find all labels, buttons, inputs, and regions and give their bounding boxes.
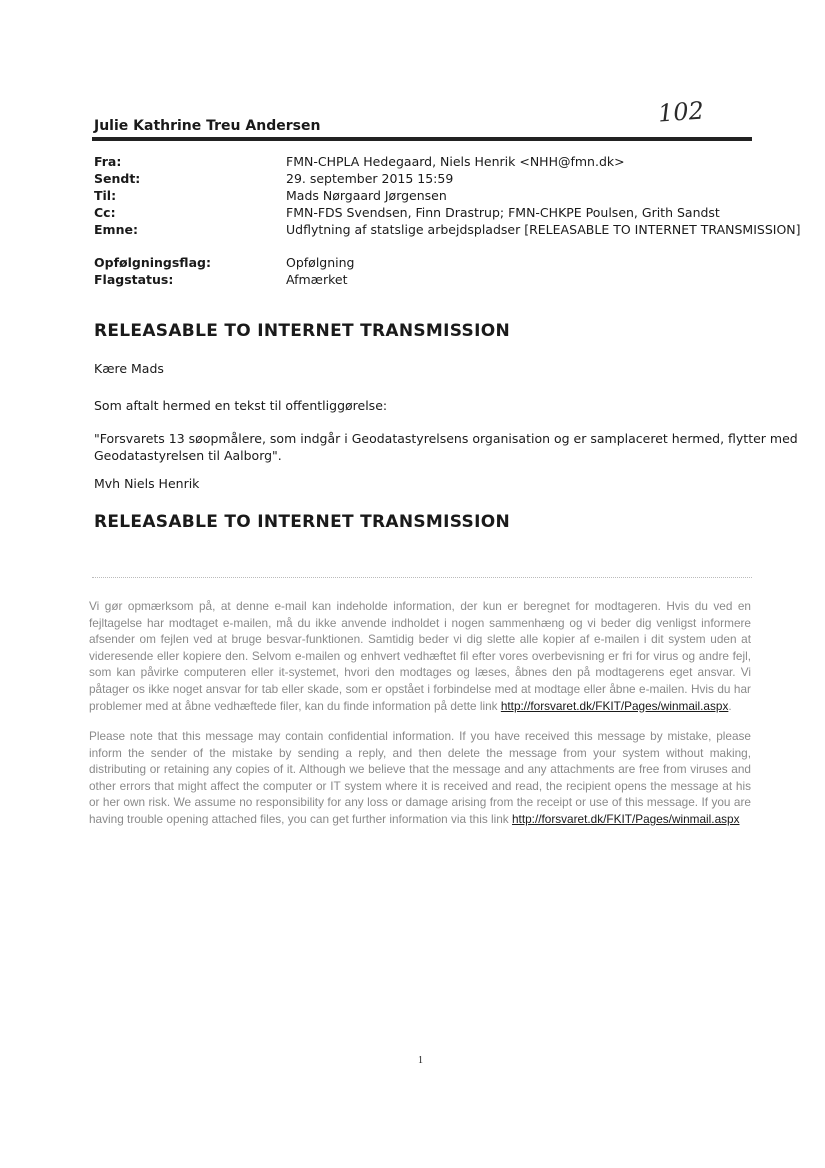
disclaimer-danish-end: . <box>728 698 732 713</box>
email-greeting: Kære Mads <box>94 361 164 376</box>
disclaimer-danish-text: Vi gør opmærksom på, at denne e-mail kan indeholde information, der kun er beregnet for modtageren. Hvis du ved en fejltagelse har modtaget e-mailen, må du ikke anvende indholdet i nogen sammenhæng og vi beder dig venligst informere afsender om fejlen ved at bruge besvar-funktionen. Samtidig beder vi dig slette alle kopier af e-mailen i dit system uden at videresende eller kopiere den. Selvom e-mailen og enhvert vedhæftet fil efter vores overbevisning er fri for virus og andre fejl, som kan påvirke computeren eller it-systemet, hvori den modtages og læses, åbnes den på modtagerens eget ansvar. Vi påtager os ikke noget ansvar for tab eller skade, som er opstået i forbindelse med at modtage eller åbne e-mailen. Hvis du har problemer med at åbne vedhæftede filer, kan du finde information på dette link <box>89 599 751 713</box>
disclaimer-english-text: Please note that this message may contain confidential information. If you have received this message by mistake, please inform the sender of the mistake by sending a reply, and then delete the message from your system without making, distributing or retaining any copies of it. Although we believe that the message and any attachments are free from viruses and other errors that might affect the computer or IT system where it is received and read, the recipient opens the message at his or her own risk. We assume no responsibility for any loss or damage arising from the receipt or use of this message. If you are having trouble opening attached files, you can get further information via this link <box>89 729 751 826</box>
header-label-subject: Emne: <box>94 222 138 237</box>
header-value-cc: FMN-FDS Svendsen, Finn Drastrup; FMN-CHKPE Poulsen, Grith Sandst <box>286 205 720 220</box>
release-banner-top: RELEASABLE TO INTERNET TRANSMISSION <box>94 321 510 341</box>
header-label-cc: Cc: <box>94 205 116 220</box>
header-label-from: Fra: <box>94 154 122 169</box>
disclaimer-danish-link[interactable]: http://forsvaret.dk/FKIT/Pages/winmail.aspx <box>500 698 729 713</box>
email-intro: Som aftalt hermed en tekst til offentliggørelse: <box>94 398 388 413</box>
mailbox-owner-name: Julie Kathrine Treu Andersen <box>94 118 321 134</box>
header-rule <box>92 137 752 141</box>
disclaimer-danish <box>89 598 751 714</box>
flag-label-followup: Opfølgningsflag: <box>94 255 211 270</box>
email-signoff: Mvh Niels Henrik <box>94 476 200 491</box>
disclaimer-separator <box>92 577 752 578</box>
flag-value-status: Afmærket <box>286 272 348 287</box>
flag-value-followup: Opfølgning <box>286 255 355 270</box>
header-label-to: Til: <box>94 188 117 203</box>
email-quote-line-2: Geodatastyrelsen til Aalborg". <box>94 448 282 463</box>
header-value-subject: Udflytning af statslige arbejdspladser [RELEASABLE TO INTERNET TRANSMISSION] <box>286 222 801 237</box>
disclaimer-english-link[interactable]: http://forsvaret.dk/FKIT/Pages/winmail.aspx <box>511 811 740 826</box>
flag-label-status: Flagstatus: <box>94 272 174 287</box>
email-quote-line-1: "Forsvarets 13 søopmålere, som indgår i Geodatastyrelsens organisation og er samplaceret hermed, flytter med <box>94 431 798 446</box>
handwritten-page-marker: 102 <box>657 96 705 128</box>
header-value-from: FMN-CHPLA Hedegaard, Niels Henrik <NHH@fmn.dk> <box>286 154 625 169</box>
page-number: 1 <box>418 1055 423 1066</box>
header-value-to: Mads Nørgaard Jørgensen <box>286 188 447 203</box>
header-value-sent: 29. september 2015 15:59 <box>286 171 454 186</box>
header-label-sent: Sendt: <box>94 171 141 186</box>
disclaimer-english <box>89 728 751 828</box>
release-banner-bottom: RELEASABLE TO INTERNET TRANSMISSION <box>94 512 510 532</box>
